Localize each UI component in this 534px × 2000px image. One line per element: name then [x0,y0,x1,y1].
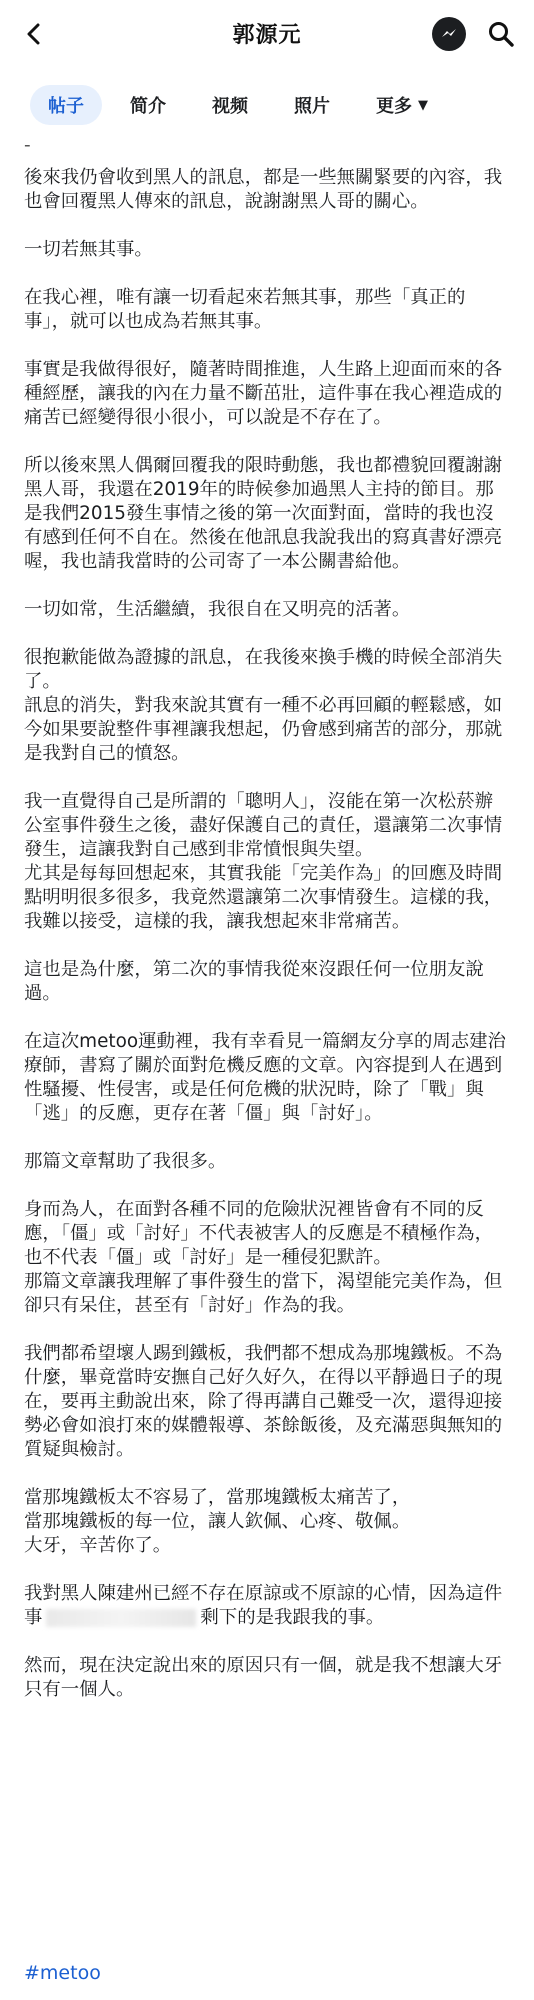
post-paragraph: 我們都希望壞人踢到鐵板，我們都不想成為那塊鐵板。不為什麼，畢竟當時安撫自己好久好久，在得以平靜過日子的現在，要再主動說出來，除了得再講自己難受一次，還得迎接勢必會如浪打來的媒體報導、茶餘飯後，及充滿惡與無知的質疑與檢討。 [24,1343,503,1460]
post-dash: - [24,135,31,156]
post-paragraph: 當那塊鐵板太不容易了，當那塊鐵板太痛苦了， 當那塊鐵板的每一位，讓人欽佩、心疼、敬佩。 大牙，辛苦你了。 [24,1487,411,1556]
tab-more[interactable]: 更多 ▼ [376,96,428,117]
post-paragraph: 所以後來黑人偶爾回覆我的限時動態，我也都禮貌回覆謝謝黑人哥，我還在2019年的時候參加過黑人主持的節目。那是我們2015發生事情之後的第一次面對面，當時的我也沒有感到任何不自在。然後在他訊息我說我出的寫真書好漂亮喔，我也請我當時的公司寄了一本公關書給他。 [24,455,503,572]
top-bar [0,0,534,66]
watermark-overlay [46,1609,196,1627]
header-actions [430,14,520,54]
post-paragraph: 我一直覺得自己是所謂的「聰明人」，沒能在第一次松菸辦公室事件發生之後，盡好保護自己的責任，還讓第二次事情發生，這讓我對自己感到非常憤恨與失望。 尤其是每每回想起來，其實我能「完美作為」的回應及時間點明明很多很多，我竟然還讓第二次事情發生。這樣的我，我難以接受，這樣的我，讓我想起來非常痛苦。 [24,791,503,932]
post-paragraph: 很抱歉能做為證據的訊息，在我後來換手機的時候全部消失了。 訊息的消失，對我來說其實有一種不必再回顧的輕鬆感，如今如果要說整件事裡讓我想起，仍會感到痛苦的部分，那就是我對自己的憤怒。 [24,647,503,764]
post-paragraph-partial [24,1582,510,1630]
post-paragraph: 身而為人，在面對各種不同的危險狀況裡皆會有不同的反應，「僵」或「討好」不代表被害人的反應是不積極作為，也不代表「僵」或「討好」是一種侵犯默許。 那篇文章讓我理解了事件發生的當下，渴望能完美作為，但卻只有呆住，甚至有「討好」作為的我。 [24,1199,503,1316]
post-paragraph-head: 我對黑人陳建州已經不存在原諒或不原諒的心情，因為這件事 [24,1583,503,1628]
messenger-icon [432,17,466,51]
post-paragraph: 然而，現在決定說出來的原因只有一個，就是我不想讓大牙只有一個人。 [24,1655,503,1700]
caret-down-icon: ▼ [418,97,428,113]
post-paragraph: 一切若無其事。 [24,239,153,260]
post-body [24,134,510,1726]
post-paragraph: 這也是為什麼，第二次的事情我從來沒跟任何一位朋友說過。 [24,959,484,1004]
search-button[interactable] [482,15,520,53]
post-paragraph: 在我心裡，唯有讓一切看起來若無其事，那些「真正的事」，就可以也成為若無其事。 [24,287,466,332]
back-button[interactable] [14,14,54,54]
hashtag-link[interactable]: #metoo [24,1962,101,1984]
tab-photos[interactable]: 照片 [294,96,330,117]
page-title: 郭源元 [232,22,302,48]
tab-about[interactable]: 简介 [130,96,166,117]
post-paragraph: 那篇文章幫助了我很多。 [24,1151,227,1172]
messenger-button[interactable] [430,15,468,53]
back-chevron-icon [23,23,45,45]
search-icon [487,20,515,48]
post-paragraph: 在這次metoo運動裡，我有幸看見一篇網友分享的周志建治療師，書寫了關於面對危機反應的文章。內容提到人在遇到性騷擾、性侵害，或是任何危機的狀況時，除了「戰」與「逃」的反應，更存在著「僵」與「討好」。 [24,1031,506,1124]
tab-posts[interactable]: 帖子 [30,85,102,125]
post-paragraph: 一切如常，生活繼續，我很自在又明亮的活著。 [24,599,411,620]
profile-tabs [0,82,534,128]
post-paragraph-tail: 剩下的是我跟我的事。 [200,1607,385,1628]
tab-videos[interactable]: 视频 [212,96,248,117]
post-paragraph: 事實是我做得很好，隨著時間推進，人生路上迎面而來的各種經歷，讓我的內在力量不斷茁壯，這件事在我心裡造成的痛苦已經變得很小很小，可以說是不存在了。 [24,359,503,428]
post-paragraph: 後來我仍會收到黑人的訊息，都是一些無關緊要的內容，我也會回覆黑人傳來的訊息，說謝謝黑人哥的關心。 [24,167,503,212]
